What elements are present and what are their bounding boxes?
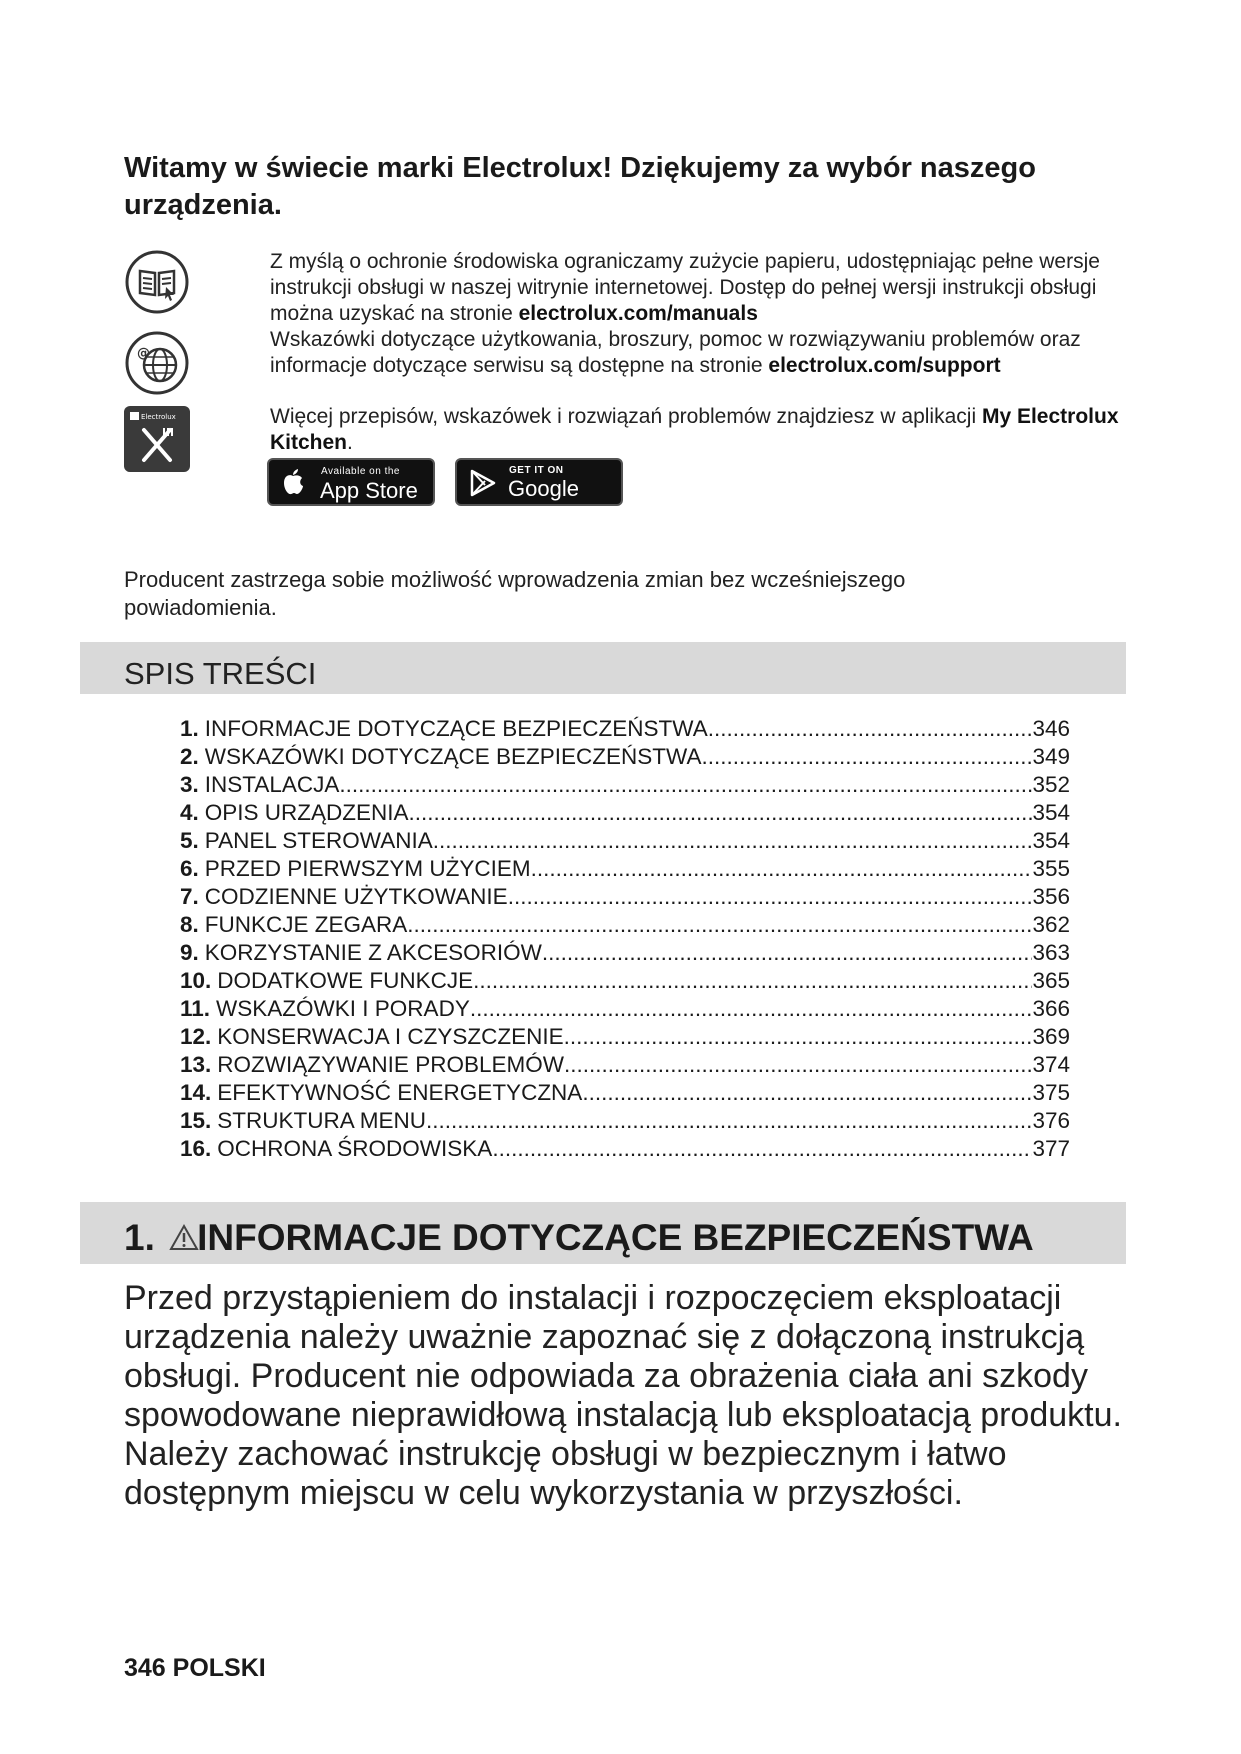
toc-item[interactable]: 10. DODATKOWE FUNKCJE ..... 365 bbox=[180, 966, 1070, 994]
toc-item[interactable]: 2. WSKAZÓWKI DOTYCZĄCE BEZPIECZEŃSTWA ..... 349 bbox=[180, 742, 1070, 770]
toc-item[interactable]: 1. INFORMACJE DOTYCZĄCE BEZPIECZEŃSTWA ..... 346 bbox=[180, 714, 1070, 742]
support-link[interactable]: electrolux.com/support bbox=[768, 354, 1001, 377]
welcome-heading: Witamy w świecie marki Electrolux! Dziękujemy za wybór naszego urządzenia. bbox=[124, 152, 1036, 221]
google-play-big-text: Google Play bbox=[508, 476, 579, 527]
electrolux-kitchen-app-icon bbox=[124, 406, 190, 472]
warning-triangle-icon bbox=[169, 1223, 199, 1251]
app-store-big-text: App Store bbox=[320, 478, 418, 503]
change-notice: Producent zastrzega sobie możliwość wprowadzenia zmian bez wcześniejszego powiadomienia. bbox=[124, 567, 906, 620]
app-store-small-text: Available on the bbox=[321, 466, 400, 477]
toc-item[interactable]: 12. KONSERWACJA I CZYSZCZENIE ..... 369 bbox=[180, 1022, 1070, 1050]
page-footer: 346 POLSKI bbox=[124, 1654, 266, 1682]
support-info: Wskazówki dotyczące użytkowania, broszury, pomoc w rozwiązywaniu problemów oraz informacje dotyczące serwisu są dostępne na stronie electrolux.com/support bbox=[270, 328, 1081, 377]
manual-book-icon bbox=[124, 249, 190, 315]
toc-list bbox=[180, 714, 1070, 1162]
section-title-text: INFORMACJE DOTYCZĄCE BEZPIECZEŃSTWA bbox=[197, 1217, 1034, 1258]
google-play-badge[interactable] bbox=[455, 458, 623, 527]
toc-item[interactable]: 14. EFEKTYWNOŚĆ ENERGETYCZNA ..... 375 bbox=[180, 1078, 1070, 1106]
section-title bbox=[124, 1217, 1034, 1259]
app-name: My Electrolux Kitchen bbox=[270, 405, 1119, 454]
toc-title: SPIS TREŚCI bbox=[124, 656, 317, 691]
toc-item[interactable]: 9. KORZYSTANIE Z AKCESORIÓW ..... 363 bbox=[180, 938, 1070, 966]
toc-item[interactable]: 8. FUNKCJE ZEGARA ..... 362 bbox=[180, 910, 1070, 938]
toc-item[interactable]: 6. PRZED PIERWSZYM UŻYCIEM ..... 355 bbox=[180, 854, 1070, 882]
apple-icon bbox=[281, 468, 305, 496]
manuals-link[interactable]: electrolux.com/manuals bbox=[518, 302, 758, 325]
app-info: Więcej przepisów, wskazówek i rozwiązań problemów znajdziesz w aplikacji My Electrolux Kitchen. bbox=[270, 405, 1119, 454]
manuals-info: Z myślą o ochronie środowiska ograniczamy zużycie papieru, udostępniając pełne wersje instrukcji obsługi w naszej witrynie internetowej. Dostęp do pełnej wersji instrukcji obsługi można uzyskać na stronie electrolux.com/manuals bbox=[270, 250, 1100, 325]
toc-item[interactable]: 11. WSKAZÓWKI I PORADY ..... 366 bbox=[180, 994, 1070, 1022]
toc-item[interactable]: 16. OCHRONA ŚRODOWISKA ..... 377 bbox=[180, 1134, 1070, 1162]
section-number: 1. bbox=[124, 1217, 155, 1258]
toc-item[interactable]: 15. STRUKTURA MENU ..... 376 bbox=[180, 1106, 1070, 1134]
safety-intro-text: Przed przystąpieniem do instalacji i rozpoczęciem eksploatacji urządzenia należy uważnie zapoznać się z dołączoną instrukcją obsługi. Producent nie odpowiada za obrażenia ciała ani szkody spowodowane nieprawidłową instalacją lub eksploatacją produktu. Należy zachować instrukcję obsługi w bezpiecznym i łatwo dostępnym miejscu w celu wykorzystania w przyszłości. bbox=[124, 1279, 1122, 1512]
toc-item[interactable]: 13. ROZWIĄZYWANIE PROBLEMÓW ..... 374 bbox=[180, 1050, 1070, 1078]
toc-item[interactable]: 3. INSTALACJA ..... 352 bbox=[180, 770, 1070, 798]
toc-item[interactable]: 5. PANEL STEROWANIA ..... 354 bbox=[180, 826, 1070, 854]
globe-web-icon bbox=[124, 330, 190, 396]
toc-item[interactable]: 7. CODZIENNE UŻYTKOWANIE ..... 356 bbox=[180, 882, 1070, 910]
play-icon bbox=[469, 469, 497, 497]
svg-text:@: @ bbox=[137, 346, 150, 361]
app-store-badge[interactable] bbox=[267, 458, 435, 506]
app-brand-label: Electrolux bbox=[141, 413, 176, 421]
toc-item[interactable]: 4. OPIS URZĄDZENIA ..... 354 bbox=[180, 798, 1070, 826]
google-play-small-text: GET IT ON bbox=[509, 465, 564, 476]
